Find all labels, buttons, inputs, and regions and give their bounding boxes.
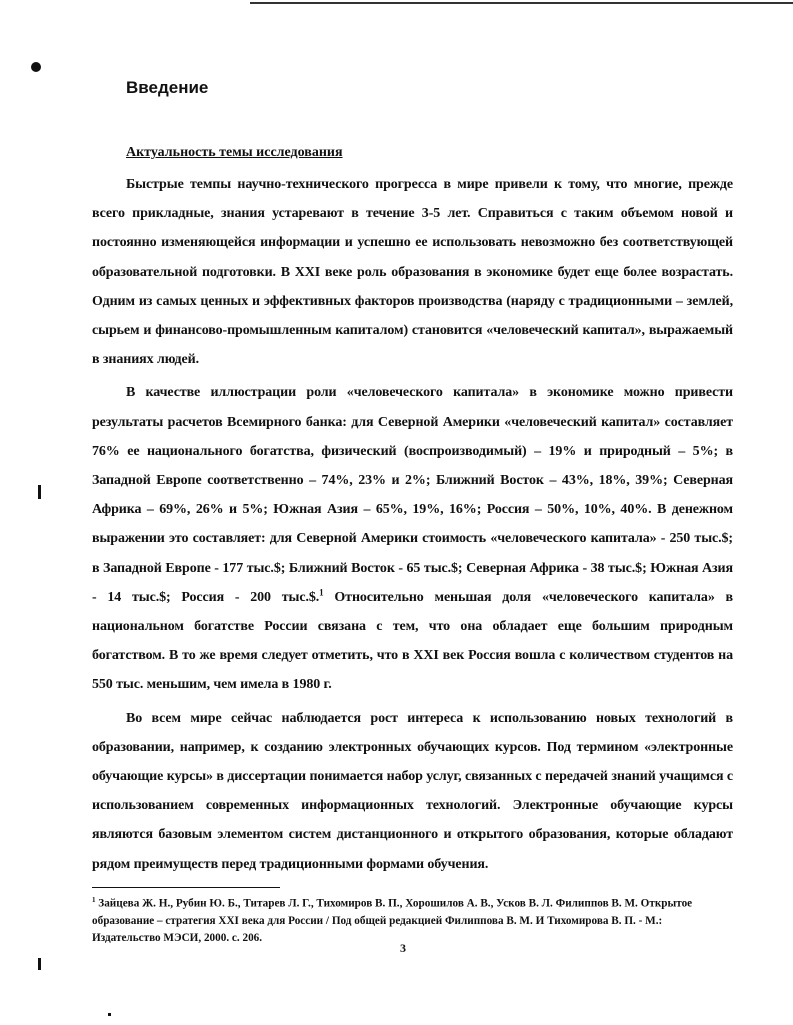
- paragraph-2-text: В качестве иллюстрации роли «человеческого капитала» в экономике можно привести результаты расчетов Всемирного банка: для Северной Америки «человеческий капитал» составляет 76% ее национального богатства, физический (воспроизводимый) – 19% и природный – 5%; в Западной Европе соответственно – 74%, 23% и 2%; Ближний Восток – 43%, 18%, 39%; Северная Африка – 69%, 26% и 5%; Южная Азия – 65%, 19%, 16%; Россия – 50%, 10%, 40%. В денежном выражении это составляет: для Северной Америки стоимость «человеческого капитала» - 250 тыс.$; в Западной Европе - 177 тыс.$; Ближний Восток - 65 тыс.$; Северная Африка - 38 тыс.$; Южная Азия - 14 тыс.$; Россия - 200 тыс.$.: [92, 385, 733, 605]
- paragraph-2: [92, 378, 733, 699]
- section-subheading: Актуальность темы исследования: [126, 145, 343, 160]
- scan-margin-mark: [38, 958, 41, 970]
- scan-top-edge-line: [250, 2, 793, 4]
- scan-speck-mark: [108, 1013, 111, 1016]
- body-text: [92, 170, 733, 879]
- paragraph-3: Во всем мире сейчас наблюдается рост интереса к использованию новых технологий в образовании, например, к созданию электронных обучающих курсов. Под термином «электронные обучающие курсы» в диссертации понимается набор услуг, связанных с передачей знаний учащимся с использованием современных информационных технологий. Электронные обучающие курсы являются базовым элементом систем дистанционного и открытого образования, которые обладают рядом преимуществ перед традиционными формами обучения.: [92, 710, 733, 872]
- paragraph-1: Быстрые темпы научно-технического прогресса в мире привели к тому, что многие, прежде всего прикладные, знания устаревают в течение 3-5 лет. Справиться с таким объемом новой и постоянно изменяющейся информации и успешно ее использовать невозможно без соответствующей образовательной подготовки. В XXI веке роль образования в экономике будет еще более возрастать. Одним из самых ценных и эффективных факторов производства (наряду с традиционными – землей, сырьем и финансово-промышленным капиталом) становится «человеческий капитал», выражаемый в знаниях людей.: [92, 177, 733, 368]
- footnote-text: Зайцева Ж. Н., Рубин Ю. Б., Титарев Л. Г., Тихомиров В. П., Хорошилов А. В., Усков В. Л. Филиппов В. М. Открытое образование – стратегия XXI века для России / Под общей редакцией Филиппова В. М. И Тихомирова В. П. - М.: Издательство МЭСИ, 2000. с. 206.: [92, 897, 693, 944]
- footnote-reference[interactable]: 1: [319, 587, 324, 598]
- footnote: [92, 892, 732, 947]
- scan-margin-mark: [38, 485, 41, 499]
- footnote-separator: [92, 887, 280, 888]
- paragraph-2-continuation: Относительно меньшая доля «человеческого капитала» в национальном богатстве России связана с тем, что она обладает еще большим природным богатством. В то же время следует отметить, что в XXI век Россия вошла с количеством студентов на 550 тыс. меньшим, чем имела в 1980 г.: [92, 589, 733, 693]
- scan-dot-mark: [31, 62, 41, 72]
- page-number: 3: [400, 941, 406, 955]
- footnote-marker: 1: [92, 896, 96, 904]
- page-heading: Введение: [126, 78, 209, 97]
